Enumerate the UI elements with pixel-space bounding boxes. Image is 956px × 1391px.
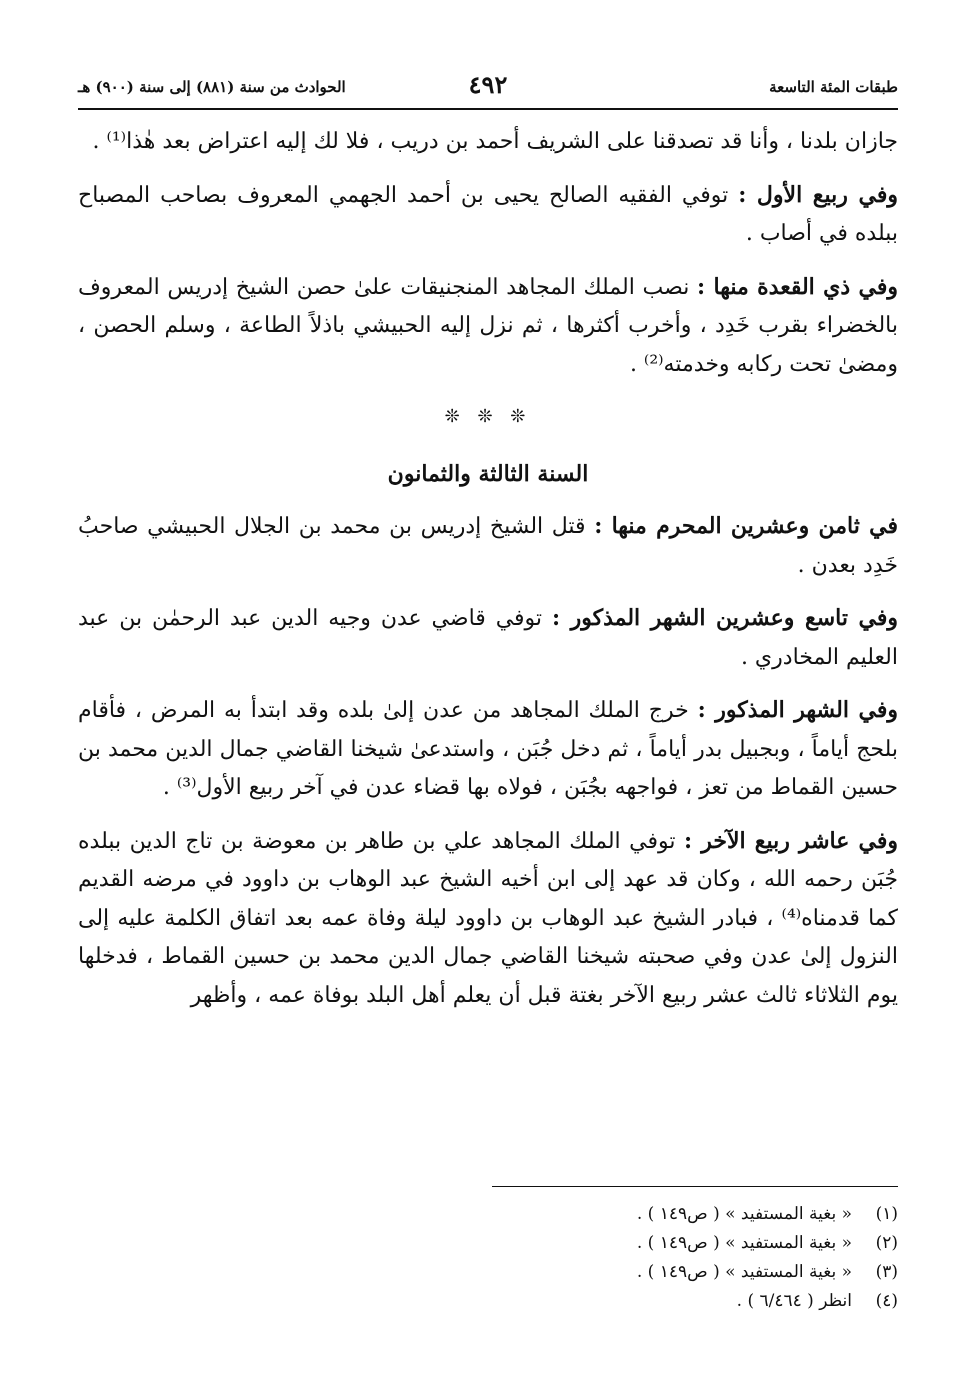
footnote: [300, 1200, 898, 1229]
footnote-text: « بغية المستفيد » ( ص١٤٩ ) .: [636, 1262, 852, 1282]
section-heading: السنة الثالثة والثمانون: [387, 460, 589, 487]
header-book-title: طبقات المئة التاسعة: [769, 78, 898, 96]
paragraph-lead: وفي ذي القعدة منها :: [697, 273, 898, 300]
footnote-rule: [492, 1186, 898, 1187]
paragraph: [78, 268, 898, 385]
paragraph-lead: وفي الشهر المذكور :: [697, 697, 898, 723]
page-body: [78, 122, 898, 1029]
footnote-number: (٤): [875, 1291, 898, 1311]
footnote: [300, 1287, 898, 1316]
paragraph-text: توفي قاضي عدن وجيه الدين عبد الرحمٰن بن عبد العليم المخادري .: [78, 606, 898, 670]
footnote-number: (٢): [875, 1233, 898, 1253]
paragraph: [78, 691, 898, 808]
footnotes: [300, 1200, 898, 1316]
paragraph-lead: وفي عاشر ربيع الآخر :: [683, 827, 898, 854]
footnote: [300, 1229, 898, 1258]
paragraph: [78, 822, 898, 1016]
page-number: ٤٩٢: [468, 70, 508, 99]
paragraph: [78, 507, 898, 585]
paragraph-text: نصب الملك المجاهد المنجنيقات علىٰ حصن الشيخ إدريس المعروف بالخضراء بقرب خَدِد ، وأخرب أكثرها ، ثم نزل إليه الحبيشي باذلاً الطاعة ، وسلم الحصن ، ومضىٰ تحت ركابه وخدمته⁽²⁾ .: [78, 274, 898, 377]
section-separator: ❊ ❊ ❊: [444, 406, 532, 427]
paragraph-text: توفي الفقيه الصالح يحيى بن أحمد الجهمي المعروف بصاحب المصباح ببلده في أصاب .: [78, 182, 898, 246]
paragraph-lead: وفي ربيع الأول :: [738, 181, 898, 208]
footnote-text: « بغية المستفيد » ( ص١٤٩ ) .: [636, 1233, 852, 1253]
header-section-title: الحوادث من سنة (٨٨١) إلى سنة (٩٠٠) هـ: [78, 78, 346, 96]
paragraph-lead: وفي تاسع وعشرين الشهر المذكور :: [551, 605, 898, 631]
footnote: [300, 1258, 898, 1287]
paragraph-text: جازان بلدنا ، وأنا قد تصدقنا على الشريف أحمد بن دريب ، فلا لك إليه اعتراض بعد هٰذا⁽¹⁾ .: [92, 129, 898, 154]
paragraph-text: خرج الملك المجاهد من عدن إلىٰ بلده وقد ابتدأ به المرض ، فأقام بلحج أياماً ، وبجبيل بدر أياماً ، ثم دخل جُبَن ، واستدعىٰ شيخنا القاضي جمال الدين محمد بن حسين القماط من تعز ، فواجهه بجُبَن ، فولاه بها قضاء عدن في آخر ربيع الأول⁽³⁾ .: [78, 698, 898, 800]
header-rule: [78, 108, 898, 110]
paragraph-lead: في ثامن وعشرين المحرم منها :: [594, 513, 899, 539]
footnote-number: (١): [875, 1204, 898, 1224]
running-header: [78, 70, 898, 104]
paragraph: [78, 122, 898, 162]
paragraph-text: توفي الملك المجاهد علي بن طاهر بن معوضة بن تاج الدين ببلده جُبَن رحمه الله ، وكان قد عهد إلى ابن أخيه الشيخ عبد الوهاب بن داوود في مرضه القديم كما قدمناه⁽⁴⁾ ، فبادر الشيخ عبد الوهاب بن داوود ليلة وفاة عمه بعد اتفاق الكلمة عليه إلى النزول إلىٰ عدن وفي صحبته شيخنا القاضي جمال الدين محمد بن حسين القماط ، فدخلها يوم الثلاثاء ثالث عشر ربيع الآخر بغتة قبل أن يعلم أهل البلد بوفاة عمه ، وأظهر: [78, 828, 898, 1008]
paragraph: [78, 176, 898, 254]
footnote-text: « بغية المستفيد » ( ص١٤٩ ) .: [636, 1204, 852, 1224]
paragraph: [78, 599, 898, 677]
paragraph-text: قتل الشيخ إدريس بن محمد بن الجلال الحبيشي صاحبُ خَدِد بعدن .: [78, 514, 898, 578]
footnote-text: انظر ( ٦/٤٦٤ ) .: [736, 1291, 852, 1311]
footnote-number: (٣): [875, 1262, 898, 1282]
